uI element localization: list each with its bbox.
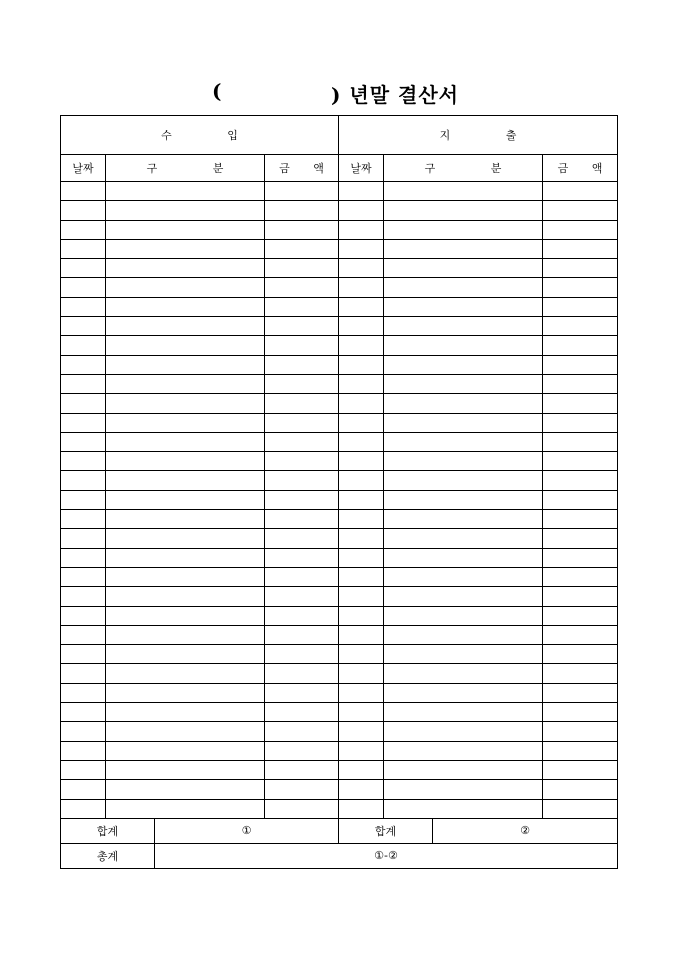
expense-amount-cell[interactable] [543, 220, 618, 239]
totals-table [60, 818, 618, 869]
expense-date-cell[interactable] [339, 259, 384, 278]
income-category-cell[interactable] [106, 239, 265, 258]
table-row [61, 201, 618, 220]
expense-category-cell[interactable] [384, 780, 543, 799]
expense-category-cell[interactable] [384, 374, 543, 393]
income-date-cell[interactable] [61, 182, 106, 201]
income-date-cell[interactable] [61, 587, 106, 606]
income-subtotal-label: 합계 [61, 818, 155, 843]
income-category-cell[interactable] [106, 432, 265, 451]
income-category-header: 구 분 [106, 155, 265, 182]
expense-amount-cell[interactable] [543, 490, 618, 509]
income-date-cell[interactable] [61, 432, 106, 451]
table-row [61, 336, 618, 355]
expense-category-cell[interactable] [384, 625, 543, 644]
income-date-cell[interactable] [61, 297, 106, 316]
grand-total-value: ①-② [155, 843, 618, 868]
expense-category-cell[interactable] [384, 182, 543, 201]
income-category-cell[interactable] [106, 799, 265, 818]
income-category-cell[interactable] [106, 317, 265, 336]
expense-category-cell[interactable] [384, 722, 543, 741]
expense-category-cell[interactable] [384, 317, 543, 336]
income-category-cell[interactable] [106, 741, 265, 760]
expense-amount-cell[interactable] [543, 336, 618, 355]
income-amount-cell[interactable] [265, 529, 339, 548]
income-date-cell[interactable] [61, 606, 106, 625]
table-row [61, 567, 618, 586]
expense-amount-cell[interactable] [543, 452, 618, 471]
expense-date-cell[interactable] [339, 182, 384, 201]
income-date-cell[interactable] [61, 529, 106, 548]
income-date-cell[interactable] [61, 510, 106, 529]
expense-amount-cell[interactable] [543, 259, 618, 278]
expense-date-cell[interactable] [339, 606, 384, 625]
expense-date-cell[interactable] [339, 510, 384, 529]
income-amount-cell[interactable] [265, 722, 339, 741]
expense-date-cell[interactable] [339, 471, 384, 490]
expense-category-cell[interactable] [384, 432, 543, 451]
table-row [61, 239, 618, 258]
expense-date-cell[interactable] [339, 278, 384, 297]
expense-category-cell[interactable] [384, 587, 543, 606]
expense-amount-cell[interactable] [543, 432, 618, 451]
expense-amount-cell[interactable] [543, 760, 618, 779]
title-open-paren: ( [212, 79, 222, 103]
income-category-cell[interactable] [106, 683, 265, 702]
expense-category-cell[interactable] [384, 297, 543, 316]
income-category-cell[interactable] [106, 394, 265, 413]
income-amount-cell[interactable] [265, 355, 339, 374]
income-date-cell[interactable] [61, 548, 106, 567]
income-category-cell[interactable] [106, 645, 265, 664]
table-row [61, 606, 618, 625]
income-category-cell[interactable] [106, 510, 265, 529]
income-date-cell[interactable] [61, 374, 106, 393]
income-amount-cell[interactable] [265, 413, 339, 432]
expense-date-cell[interactable] [339, 567, 384, 586]
income-category-cell[interactable] [106, 259, 265, 278]
expense-date-cell[interactable] [339, 529, 384, 548]
income-header: 수 입 [61, 116, 339, 155]
expense-date-cell[interactable] [339, 452, 384, 471]
expense-amount-cell[interactable] [543, 182, 618, 201]
table-row [61, 432, 618, 451]
income-date-cell[interactable] [61, 239, 106, 258]
expense-amount-cell[interactable] [543, 374, 618, 393]
income-amount-cell[interactable] [265, 317, 339, 336]
expense-category-cell[interactable] [384, 760, 543, 779]
table-row [61, 664, 618, 683]
document-title [0, 76, 680, 106]
expense-date-cell[interactable] [339, 780, 384, 799]
income-amount-cell[interactable] [265, 259, 339, 278]
income-amount-cell[interactable] [265, 220, 339, 239]
income-date-cell[interactable] [61, 220, 106, 239]
income-date-cell[interactable] [61, 452, 106, 471]
income-category-cell[interactable] [106, 413, 265, 432]
expense-date-cell[interactable] [339, 799, 384, 818]
income-date-cell[interactable] [61, 278, 106, 297]
income-category-cell[interactable] [106, 452, 265, 471]
income-subtotal-value: ① [155, 818, 339, 843]
income-amount-cell[interactable] [265, 432, 339, 451]
ledger-table [60, 115, 618, 819]
income-amount-cell[interactable] [265, 760, 339, 779]
expense-date-cell[interactable] [339, 432, 384, 451]
expense-category-cell[interactable] [384, 394, 543, 413]
income-amount-cell[interactable] [265, 374, 339, 393]
income-date-cell[interactable] [61, 413, 106, 432]
income-date-cell[interactable] [61, 780, 106, 799]
expense-category-cell[interactable] [384, 355, 543, 374]
expense-category-cell[interactable] [384, 548, 543, 567]
income-category-cell[interactable] [106, 529, 265, 548]
expense-category-cell[interactable] [384, 529, 543, 548]
table-row [61, 297, 618, 316]
table-row [61, 703, 618, 722]
expense-amount-header: 금 액 [543, 155, 618, 182]
expense-date-header: 날짜 [339, 155, 384, 182]
expense-date-cell[interactable] [339, 645, 384, 664]
income-amount-cell[interactable] [265, 548, 339, 567]
income-amount-cell[interactable] [265, 490, 339, 509]
income-category-cell[interactable] [106, 182, 265, 201]
table-row [61, 394, 618, 413]
expense-amount-cell[interactable] [543, 394, 618, 413]
expense-subtotal-value: ② [433, 818, 618, 843]
income-amount-cell[interactable] [265, 510, 339, 529]
income-amount-cell[interactable] [265, 471, 339, 490]
expense-category-cell[interactable] [384, 201, 543, 220]
income-date-cell[interactable] [61, 336, 106, 355]
income-amount-cell[interactable] [265, 394, 339, 413]
expense-category-cell[interactable] [384, 683, 543, 702]
expense-category-cell[interactable] [384, 220, 543, 239]
income-date-cell[interactable] [61, 799, 106, 818]
income-date-cell[interactable] [61, 741, 106, 760]
expense-amount-cell[interactable] [543, 587, 618, 606]
table-row [61, 548, 618, 567]
income-category-cell[interactable] [106, 336, 265, 355]
expense-date-cell[interactable] [339, 220, 384, 239]
income-amount-cell[interactable] [265, 683, 339, 702]
income-category-cell[interactable] [106, 548, 265, 567]
table-row [61, 529, 618, 548]
income-category-cell[interactable] [106, 471, 265, 490]
table-row [61, 355, 618, 374]
income-amount-cell[interactable] [265, 336, 339, 355]
expense-date-cell[interactable] [339, 239, 384, 258]
expense-date-cell[interactable] [339, 490, 384, 509]
expense-category-header: 구 분 [384, 155, 543, 182]
expense-date-cell[interactable] [339, 625, 384, 644]
table-row [61, 587, 618, 606]
expense-category-cell[interactable] [384, 336, 543, 355]
expense-date-cell[interactable] [339, 374, 384, 393]
income-category-cell[interactable] [106, 490, 265, 509]
expense-date-cell[interactable] [339, 760, 384, 779]
expense-amount-cell[interactable] [543, 471, 618, 490]
grand-total-label: 총계 [61, 843, 155, 868]
expense-amount-cell[interactable] [543, 567, 618, 586]
income-date-header: 날짜 [61, 155, 106, 182]
expense-date-cell[interactable] [339, 297, 384, 316]
income-category-cell[interactable] [106, 201, 265, 220]
expense-date-cell[interactable] [339, 394, 384, 413]
income-date-cell[interactable] [61, 317, 106, 336]
income-amount-cell[interactable] [265, 703, 339, 722]
income-date-cell[interactable] [61, 201, 106, 220]
income-category-cell[interactable] [106, 780, 265, 799]
ledger-body [61, 182, 618, 819]
table-row [61, 220, 618, 239]
income-amount-cell[interactable] [265, 239, 339, 258]
table-row [61, 510, 618, 529]
expense-date-cell[interactable] [339, 741, 384, 760]
income-category-cell[interactable] [106, 220, 265, 239]
expense-date-cell[interactable] [339, 703, 384, 722]
income-date-cell[interactable] [61, 490, 106, 509]
income-amount-cell[interactable] [265, 741, 339, 760]
income-amount-cell[interactable] [265, 780, 339, 799]
expense-category-cell[interactable] [384, 278, 543, 297]
income-amount-cell[interactable] [265, 799, 339, 818]
table-row [61, 490, 618, 509]
income-amount-cell[interactable] [265, 297, 339, 316]
expense-amount-cell[interactable] [543, 625, 618, 644]
expense-category-cell[interactable] [384, 452, 543, 471]
income-category-cell[interactable] [106, 625, 265, 644]
expense-date-cell[interactable] [339, 336, 384, 355]
expense-amount-cell[interactable] [543, 239, 618, 258]
table-row [61, 799, 618, 818]
expense-amount-cell[interactable] [543, 722, 618, 741]
expense-date-cell[interactable] [339, 413, 384, 432]
expense-amount-cell[interactable] [543, 201, 618, 220]
expense-amount-cell[interactable] [543, 355, 618, 374]
title-text: ) 년말 결산서 [331, 83, 459, 107]
table-row [61, 471, 618, 490]
table-row [61, 722, 618, 741]
income-amount-cell[interactable] [265, 606, 339, 625]
income-category-cell[interactable] [106, 374, 265, 393]
expense-category-cell[interactable] [384, 703, 543, 722]
expense-category-cell[interactable] [384, 799, 543, 818]
income-category-cell[interactable] [106, 355, 265, 374]
expense-date-cell[interactable] [339, 201, 384, 220]
table-row [61, 452, 618, 471]
expense-category-cell[interactable] [384, 413, 543, 432]
expense-amount-cell[interactable] [543, 606, 618, 625]
income-amount-cell[interactable] [265, 567, 339, 586]
expense-amount-cell[interactable] [543, 297, 618, 316]
income-amount-cell[interactable] [265, 587, 339, 606]
expense-amount-cell[interactable] [543, 645, 618, 664]
expense-amount-cell[interactable] [543, 799, 618, 818]
expense-date-cell[interactable] [339, 587, 384, 606]
expense-amount-cell[interactable] [543, 664, 618, 683]
income-category-cell[interactable] [106, 722, 265, 741]
income-date-cell[interactable] [61, 722, 106, 741]
income-date-cell[interactable] [61, 567, 106, 586]
expense-category-cell[interactable] [384, 239, 543, 258]
income-category-cell[interactable] [106, 297, 265, 316]
income-date-cell[interactable] [61, 355, 106, 374]
expense-date-cell[interactable] [339, 317, 384, 336]
expense-date-cell[interactable] [339, 683, 384, 702]
expense-date-cell[interactable] [339, 664, 384, 683]
expense-amount-cell[interactable] [543, 510, 618, 529]
expense-amount-cell[interactable] [543, 683, 618, 702]
income-date-cell[interactable] [61, 645, 106, 664]
expense-amount-cell[interactable] [543, 317, 618, 336]
expense-category-cell[interactable] [384, 664, 543, 683]
expense-category-cell[interactable] [384, 259, 543, 278]
expense-category-cell[interactable] [384, 645, 543, 664]
table-row [61, 780, 618, 799]
income-date-cell[interactable] [61, 471, 106, 490]
table-row [61, 278, 618, 297]
income-category-cell[interactable] [106, 587, 265, 606]
expense-amount-cell[interactable] [543, 741, 618, 760]
income-category-cell[interactable] [106, 760, 265, 779]
table-row [61, 413, 618, 432]
income-category-cell[interactable] [106, 567, 265, 586]
expense-category-cell[interactable] [384, 741, 543, 760]
expense-subtotal-label: 합계 [339, 818, 433, 843]
table-row [61, 625, 618, 644]
expense-category-cell[interactable] [384, 510, 543, 529]
income-category-cell[interactable] [106, 278, 265, 297]
income-amount-cell[interactable] [265, 201, 339, 220]
income-amount-cell[interactable] [265, 452, 339, 471]
table-row [61, 760, 618, 779]
table-row [61, 645, 618, 664]
expense-amount-cell[interactable] [543, 413, 618, 432]
income-amount-cell[interactable] [265, 625, 339, 644]
income-category-cell[interactable] [106, 664, 265, 683]
expense-header: 지 출 [339, 116, 618, 155]
income-date-cell[interactable] [61, 259, 106, 278]
income-amount-header: 금 액 [265, 155, 339, 182]
expense-category-cell[interactable] [384, 471, 543, 490]
table-row [61, 374, 618, 393]
expense-date-cell[interactable] [339, 355, 384, 374]
table-row [61, 683, 618, 702]
income-amount-cell[interactable] [265, 645, 339, 664]
income-date-cell[interactable] [61, 664, 106, 683]
expense-amount-cell[interactable] [543, 703, 618, 722]
income-date-cell[interactable] [61, 683, 106, 702]
income-date-cell[interactable] [61, 703, 106, 722]
income-date-cell[interactable] [61, 394, 106, 413]
table-row [61, 259, 618, 278]
table-row [61, 741, 618, 760]
income-date-cell[interactable] [61, 625, 106, 644]
expense-category-cell[interactable] [384, 490, 543, 509]
table-row [61, 182, 618, 201]
income-amount-cell[interactable] [265, 664, 339, 683]
income-date-cell[interactable] [61, 760, 106, 779]
expense-category-cell[interactable] [384, 606, 543, 625]
expense-amount-cell[interactable] [543, 278, 618, 297]
expense-amount-cell[interactable] [543, 780, 618, 799]
income-amount-cell[interactable] [265, 278, 339, 297]
expense-amount-cell[interactable] [543, 548, 618, 567]
expense-amount-cell[interactable] [543, 529, 618, 548]
expense-date-cell[interactable] [339, 548, 384, 567]
income-category-cell[interactable] [106, 703, 265, 722]
income-category-cell[interactable] [106, 606, 265, 625]
table-row [61, 317, 618, 336]
income-amount-cell[interactable] [265, 182, 339, 201]
expense-date-cell[interactable] [339, 722, 384, 741]
expense-category-cell[interactable] [384, 567, 543, 586]
